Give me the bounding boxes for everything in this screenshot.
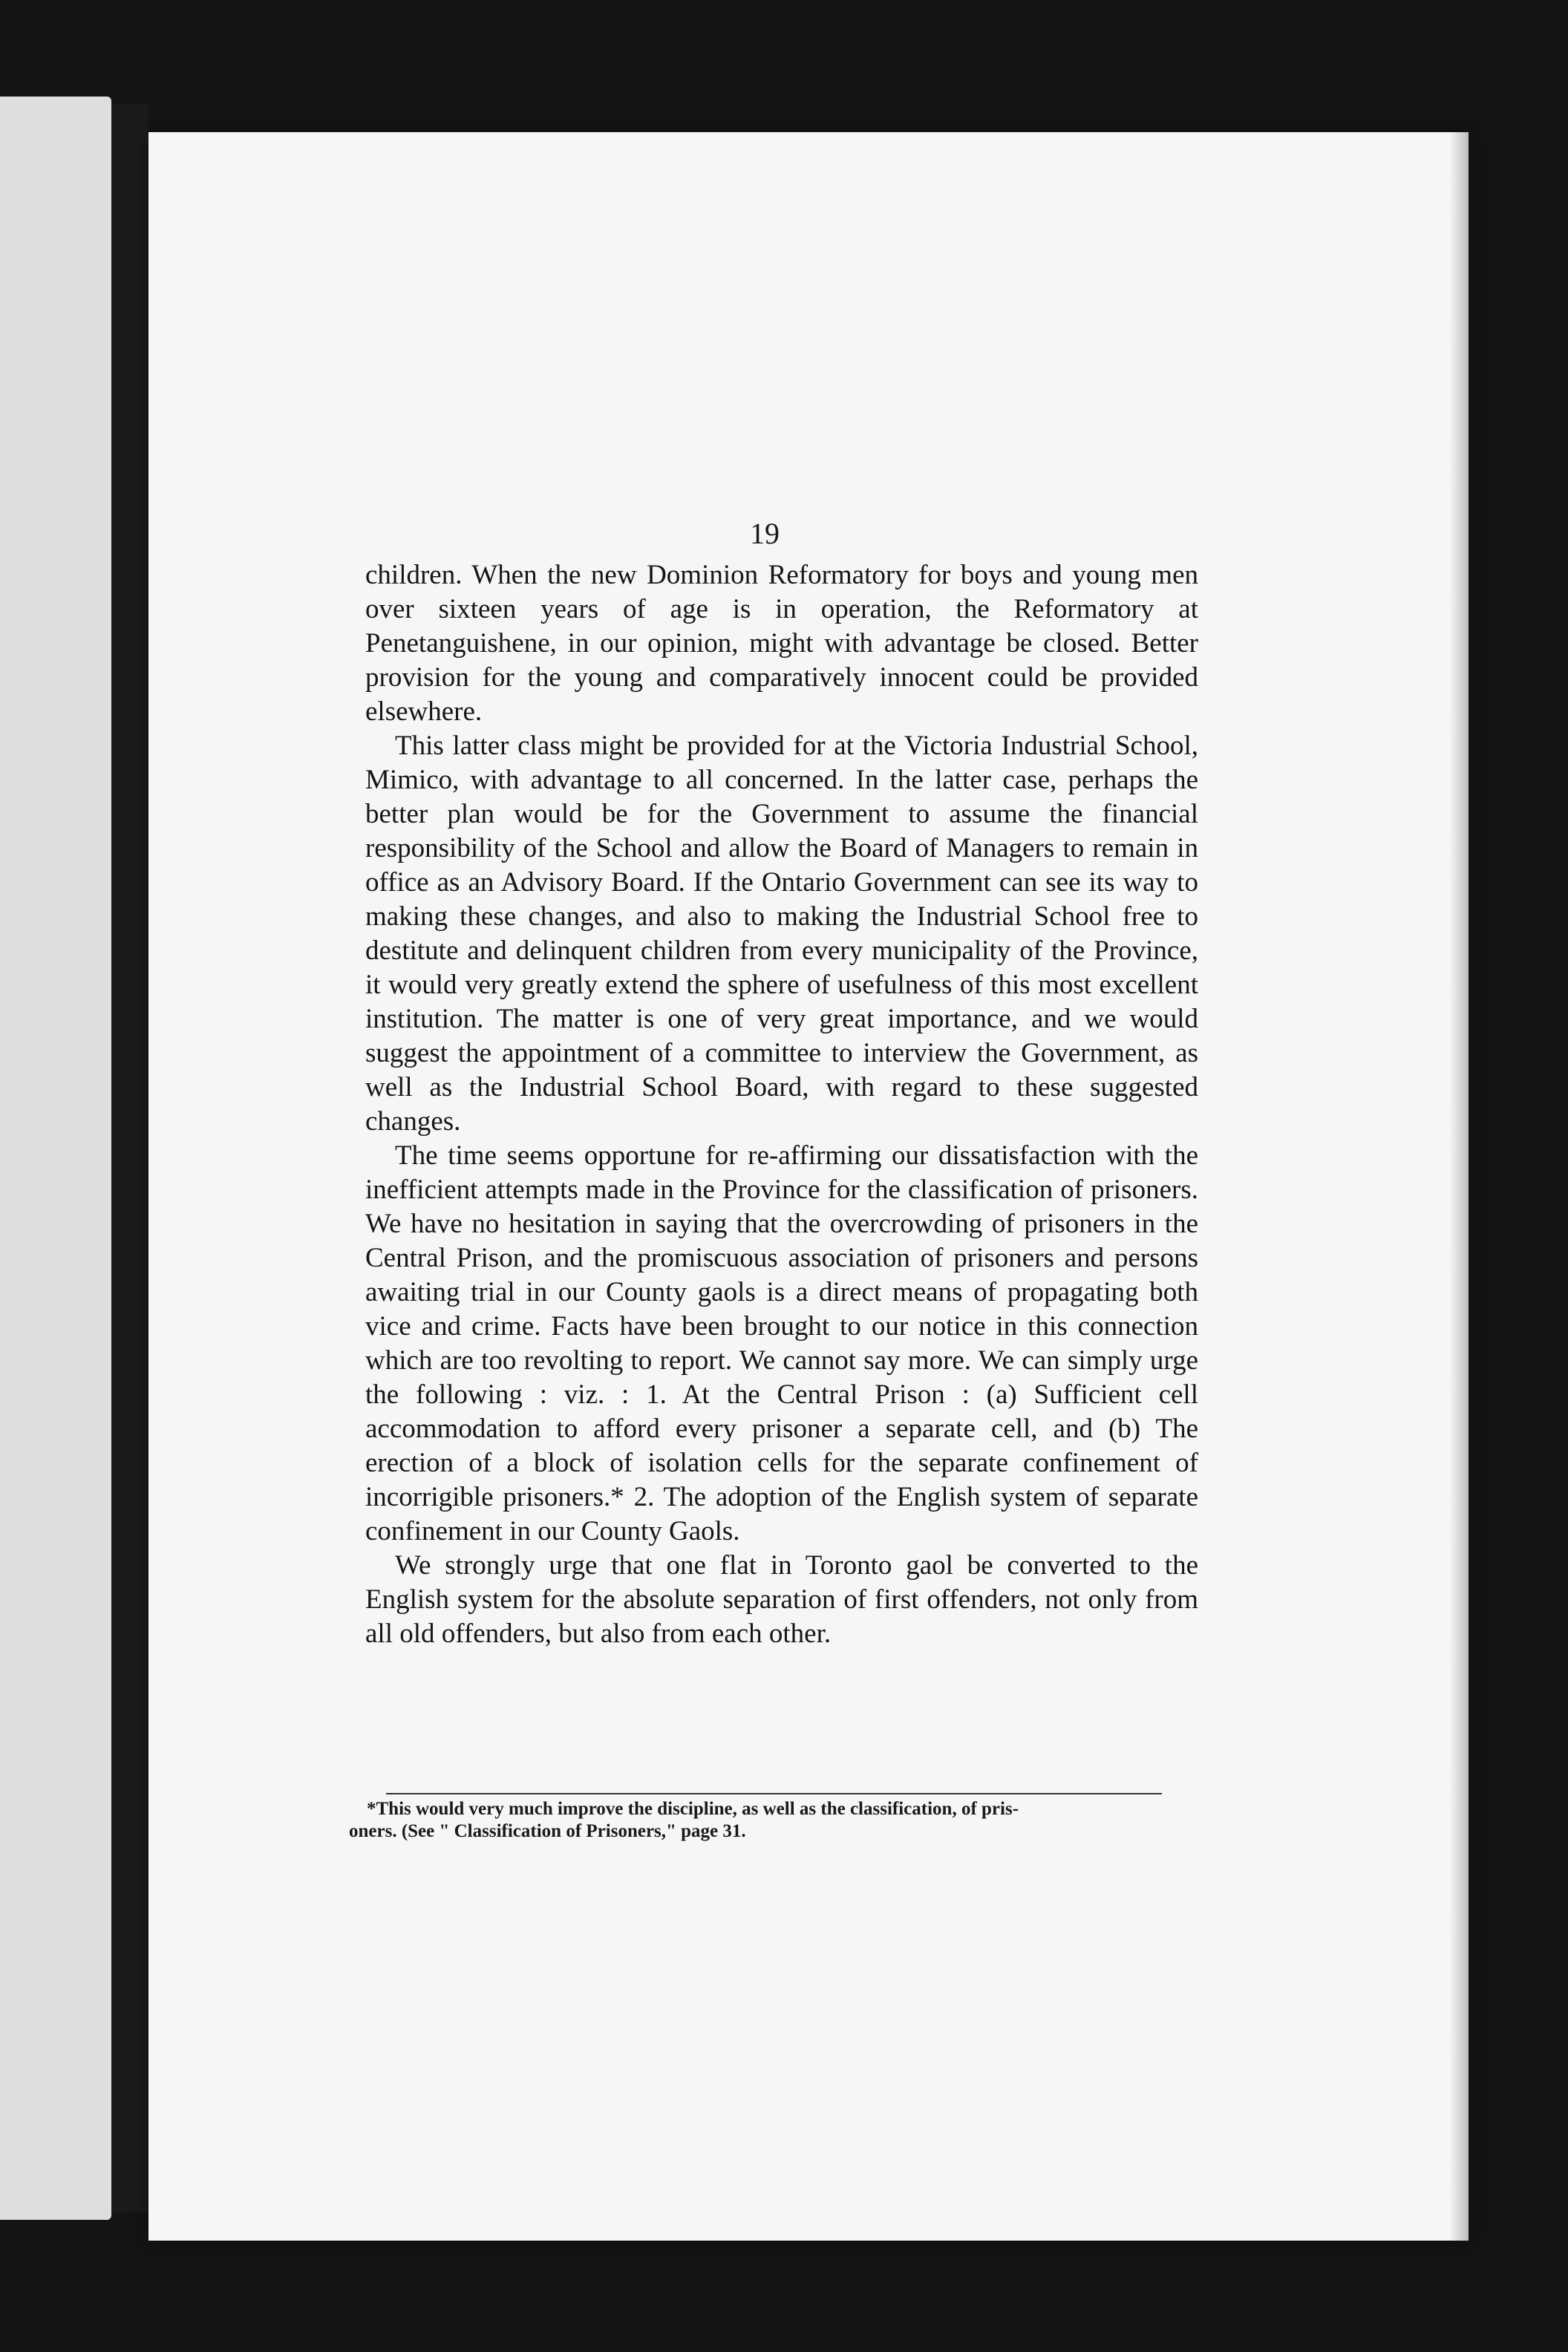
paragraph-2: This latter class might be provided for at the Victoria Industrial School, Mimico, with advantage to all concerned. In the latter case, perhaps the better plan would be for the Government to assume the financial responsibility of the School and allow the Board of Managers to remain in office as an Advisory Board. If the Ontario Government can see its way to making these changes, and also to making the Industrial School free to destitute and delinquent children from every municipality of the Province, it would very greatly extend the sphere of usefulness of this most excellent institution. The matter is one of very great importance, and we would suggest the appointment of a committee to interview the Government, as well as the Industrial School Board, with regard to these suggested changes.	[365, 731, 1198, 1137]
page-edge-shadow	[1449, 132, 1469, 2241]
footnote-line-2: oners. (See " Classification of Prisoners," page 31.	[349, 1821, 746, 1841]
footnote-line-1: *This would very much improve the discipline, as well as the classification, of pris-	[367, 1799, 1019, 1819]
page-number: 19	[750, 517, 780, 550]
footnote-divider	[386, 1793, 1162, 1794]
facing-page-edge	[0, 97, 111, 2220]
footnote	[349, 1798, 1180, 1843]
paragraph-3: The time seems opportune for re-affirming our dissatisfaction with the inefficient attempts made in the Province for the classification of prisoners. We have no hesitation in saying that the overcrowding of prisoners in the Central Prison, and the promiscuous association of prisoners and persons awaiting trial in our County gaols is a direct means of propagating both vice and crime. Facts have been brought to our notice in this connection which are too revolting to report. We cannot say more. We can simply urge the following : viz. : 1. At the Central Prison : (a) Sufficient cell accommodation to afford every prisoner a separate cell, and (b) The erection of a block of isolation cells for the separate confinement of incorrigible prisoners.* 2. The adoption of the English system of separate confinement in our County Gaols.	[365, 1140, 1198, 1546]
body-text	[365, 558, 1198, 1651]
book-binding	[111, 104, 148, 2212]
paragraph-4: We strongly urge that one flat in Toronto gaol be converted to the English system for the absolute separation of first offenders, not only from all old offenders, but also from each other.	[365, 1550, 1198, 1649]
paragraph-1: children. When the new Dominion Reformatory for boys and young men over sixteen years of age is in operation, the Reformatory at Penetanguishene, in our opinion, might with advantage be closed. Better provision for the young and comparatively innocent could be provided elsewhere.	[365, 560, 1198, 727]
